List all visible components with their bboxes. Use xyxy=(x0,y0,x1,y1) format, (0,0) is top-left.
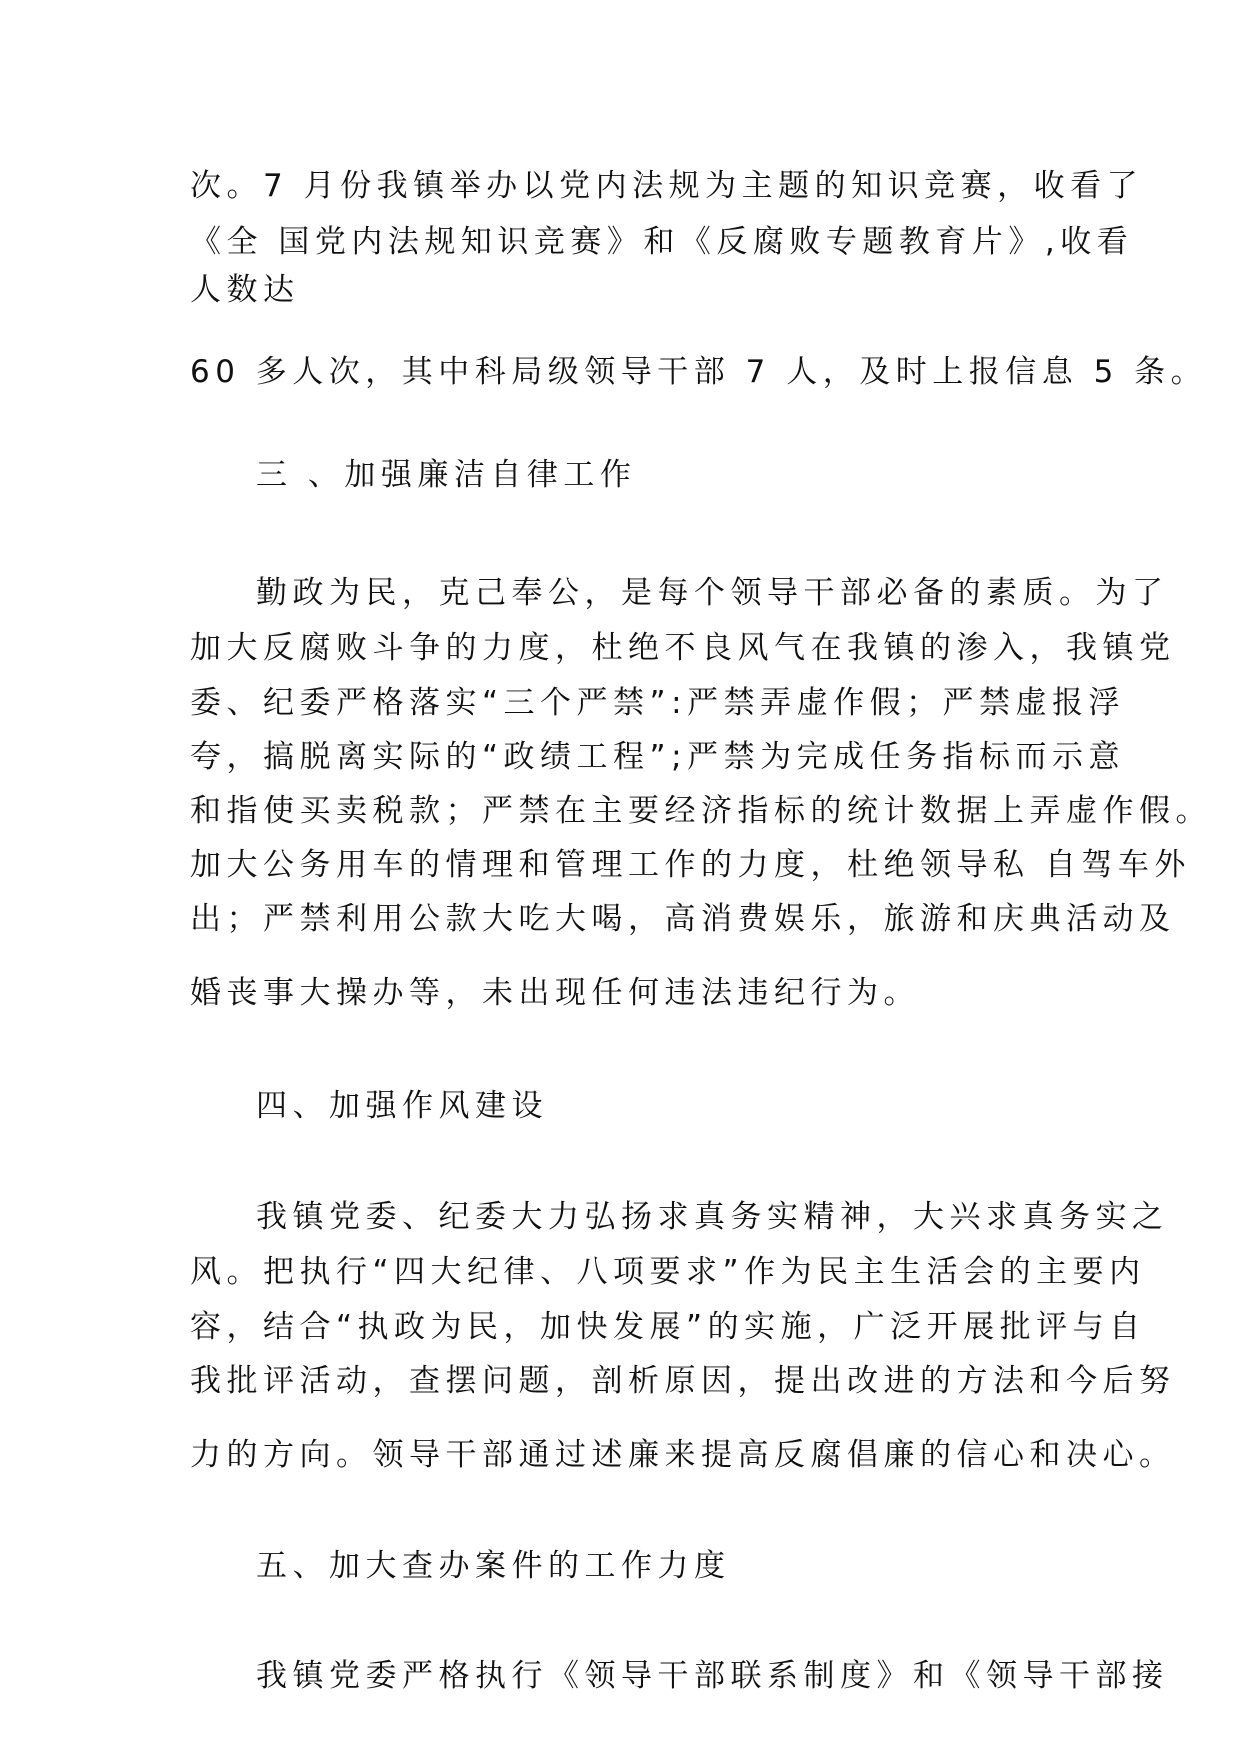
paragraph-line: 婚丧事大操办等，未出现任何违法违纪行为。 xyxy=(190,975,920,1011)
paragraph-line: 夸，搞脱离实际的“政绩工程”;严禁为完成任务指标而示意 xyxy=(190,739,1126,775)
paragraph-line: 委、纪委严格落实“三个严禁”:严禁弄虚作假；严禁虚报浮 xyxy=(190,685,1126,721)
paragraph-line: 我批评活动，查摆问题，剖析原因，提出改进的方法和今后努 xyxy=(190,1363,1176,1399)
paragraph-line: 勤政为民，克己奉公，是每个领导干部必备的素质。为了 xyxy=(256,575,1169,611)
paragraph-line: 我镇党委、纪委大力弘扬求真务实精神，大兴求真务实之 xyxy=(256,1199,1169,1235)
paragraph-line: 风。把执行“四大纪律、八项要求”作为民主生活会的主要内 xyxy=(190,1254,1146,1290)
paragraph-line: 加大公务用车的情理和管理工作的力度，杜绝领导私 自驾车外 xyxy=(190,847,1191,883)
paragraph-line: 我镇党委严格执行《领导干部联系制度》和《领导干部接 xyxy=(256,1658,1169,1694)
paragraph-line: 加大反腐败斗争的力度，杜绝不良风气在我镇的渗入，我镇党 xyxy=(190,630,1176,666)
section-heading-3: 三 、加强廉洁自律工作 xyxy=(256,457,637,493)
paragraph-line: 60 多人次，其中科局级领导干部 7 人，及时上报信息 5 条。 xyxy=(190,354,1208,390)
paragraph-line: 人数达 xyxy=(190,272,300,308)
paragraph-line: 《全 国党内法规知识竞赛》和《反腐败专题教育片》,收看 xyxy=(190,224,1134,260)
paragraph-line: 和指使买卖税款；严禁在主要经济指标的统计数据上弄虚作假。 xyxy=(190,793,1212,829)
section-heading-4: 四、加强作风建设 xyxy=(256,1088,548,1124)
section-heading-5: 五、加大查办案件的工作力度 xyxy=(256,1548,731,1584)
paragraph-line: 出；严禁利用公款大吃大喝，高消费娱乐，旅游和庆典活动及 xyxy=(190,901,1176,937)
paragraph-line: 力的方向。领导干部通过述廉来提高反腐倡廉的信心和决心。 xyxy=(190,1437,1176,1473)
paragraph-line: 容，结合“执政为民，加快发展”的实施，广泛开展批评与自 xyxy=(190,1309,1146,1345)
paragraph-line: 次。7 月份我镇举办以党内法规为主题的知识竞赛，收看了 xyxy=(190,168,1144,204)
